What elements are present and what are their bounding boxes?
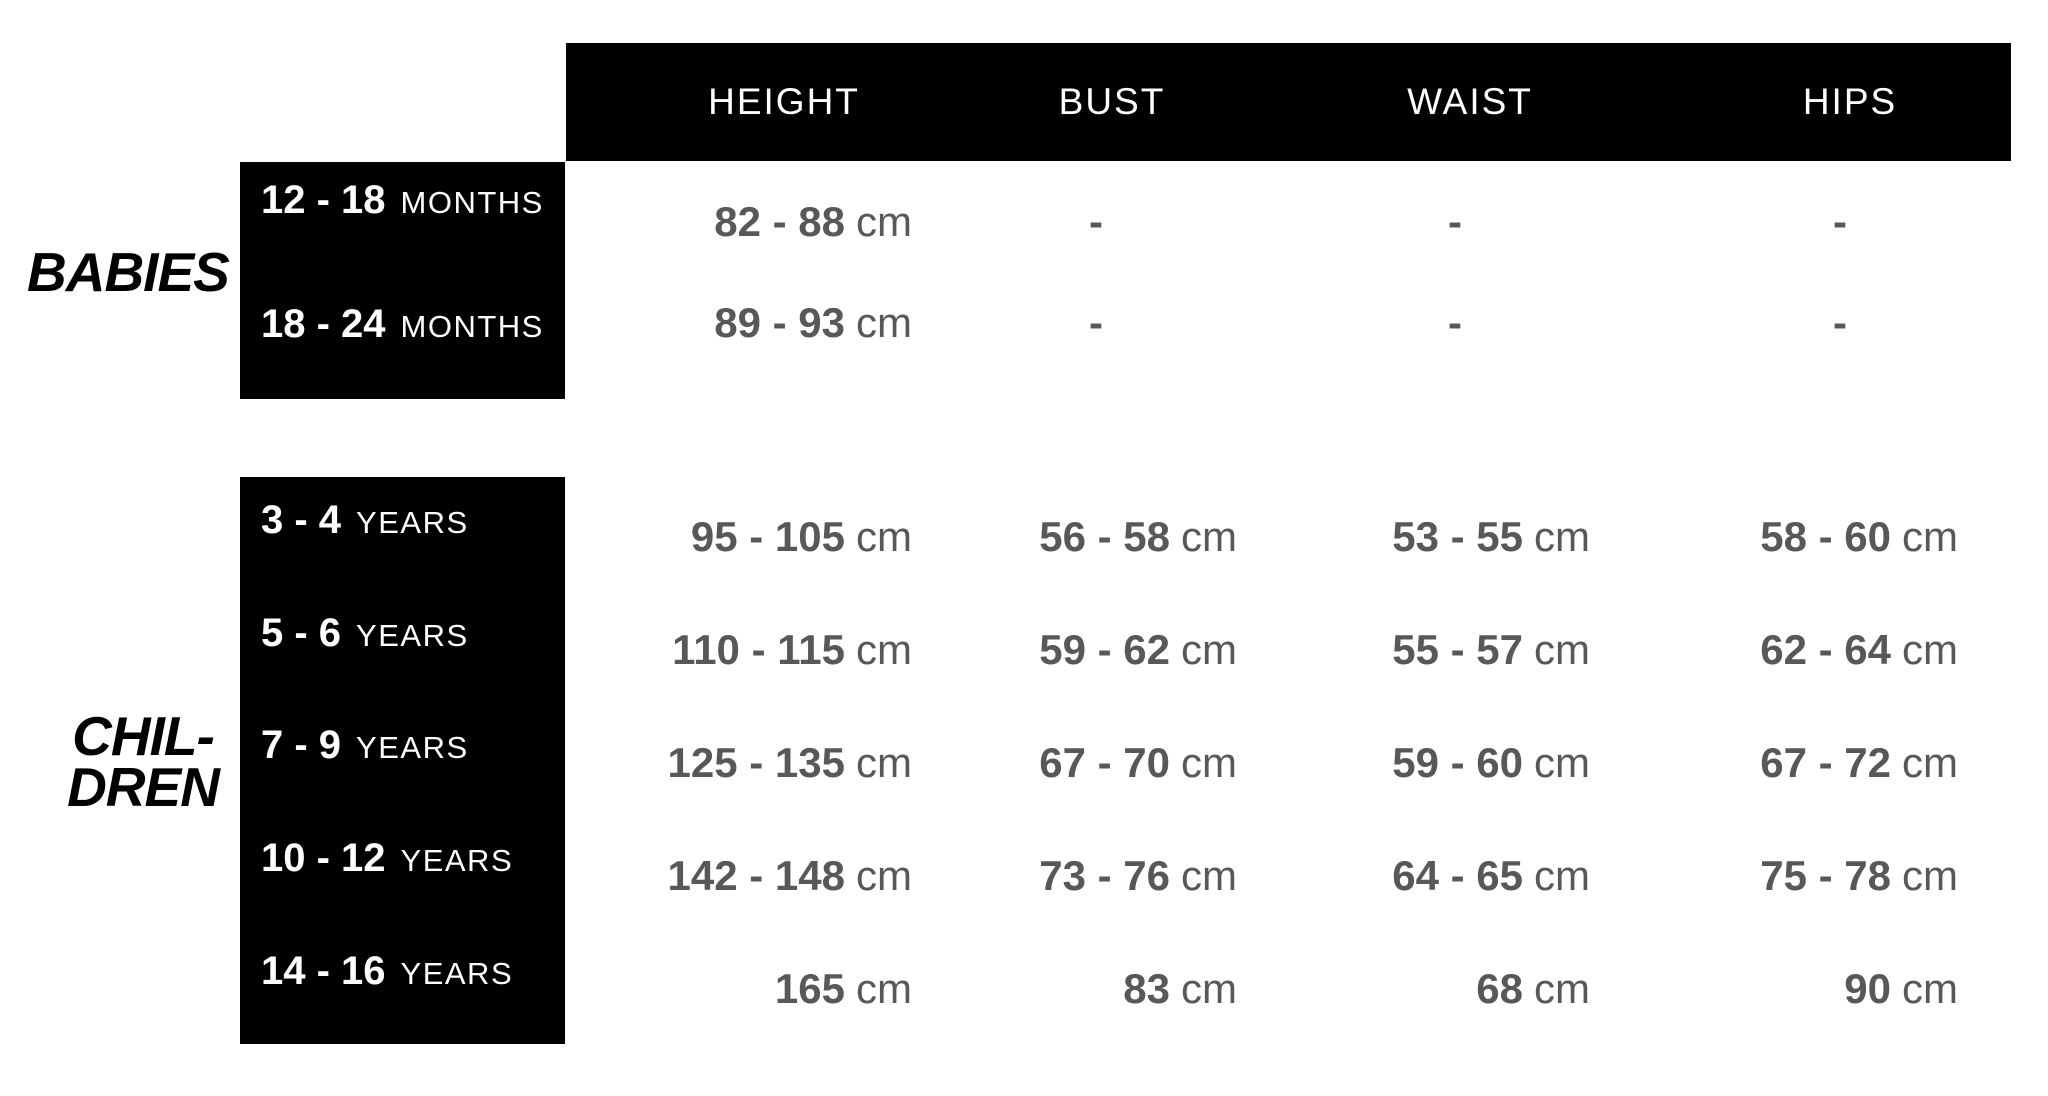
column-header-hips: HIPS (1802, 81, 1898, 122)
height-value: 142 - 148 cm (667, 852, 912, 899)
waist-value: 55 - 57 cm (1392, 626, 1590, 673)
hips-value (1690, 299, 1990, 357)
size-unit: MONTHS (400, 185, 544, 220)
measurement-row-children-4 (0, 852, 2048, 900)
hips-dash: - (1833, 299, 1847, 346)
column-header-height: HEIGHT (708, 81, 860, 122)
size-range: 10 - 12 (261, 836, 386, 880)
size-unit: MONTHS (400, 309, 544, 344)
measurement-row-children-3 (0, 739, 2048, 787)
measurement-row-children-1 (0, 513, 2048, 561)
waist-value: 53 - 55 cm (1392, 513, 1590, 560)
bust-dash: - (1089, 299, 1103, 346)
waist-value: 64 - 65 cm (1392, 852, 1590, 899)
waist-value: 68 cm (1476, 965, 1590, 1012)
size-range: 14 - 16 (261, 949, 386, 993)
bust-value: 67 - 70 cm (1039, 739, 1237, 786)
bust-value (946, 198, 1246, 256)
height-number: 89 - 93 (714, 299, 845, 346)
hips-value: 75 - 78 cm (1760, 852, 1958, 899)
bust-value: 73 - 76 cm (1039, 852, 1237, 899)
waist-dash: - (1448, 198, 1462, 245)
size-range: 5 - 6 (261, 611, 342, 655)
waist-value (1305, 198, 1605, 256)
size-range: 18 - 24 (261, 302, 386, 346)
column-header-waist: WAIST (1407, 81, 1533, 122)
measurement-row-children-5 (0, 965, 2048, 1013)
size-unit: YEARS (400, 843, 514, 878)
measurement-row-babies-1 (0, 198, 2048, 246)
waist-value: 59 - 60 cm (1392, 739, 1590, 786)
height-value (612, 198, 912, 256)
height-value: 125 - 135 cm (667, 739, 912, 786)
babies-group-label: BABIES (27, 241, 229, 303)
hips-dash: - (1833, 198, 1847, 245)
size-unit: YEARS (400, 956, 514, 991)
column-header-bust: BUST (1058, 81, 1166, 122)
column-header-bar (566, 43, 2011, 161)
children-label-line1: CHIL- (72, 705, 214, 767)
bust-value (946, 299, 1246, 357)
bust-dash: - (1089, 198, 1103, 245)
waist-value (1305, 299, 1605, 357)
size-range: 7 - 9 (261, 723, 342, 767)
size-unit: YEARS (356, 730, 469, 765)
measurement-row-babies-2 (0, 299, 2048, 347)
waist-dash: - (1448, 299, 1462, 346)
hips-value: 67 - 72 cm (1760, 739, 1958, 786)
measurement-row-children-2 (0, 626, 2048, 674)
height-value (612, 299, 912, 357)
size-range: 3 - 4 (261, 498, 342, 542)
hips-value (1690, 198, 1990, 256)
height-unit: cm (856, 198, 912, 245)
height-value: 165 cm (774, 965, 912, 1012)
height-value: 95 - 105 cm (690, 513, 912, 560)
size-range: 12 - 18 (261, 178, 386, 222)
size-unit: YEARS (356, 618, 469, 653)
bust-value: 56 - 58 cm (1039, 513, 1237, 560)
hips-value: 62 - 64 cm (1760, 626, 1958, 673)
hips-value: 58 - 60 cm (1760, 513, 1958, 560)
bust-value: 83 cm (1123, 965, 1237, 1012)
hips-value: 90 cm (1844, 965, 1958, 1012)
bust-value: 59 - 62 cm (1039, 626, 1237, 673)
height-number: 82 - 88 (714, 198, 845, 245)
height-unit: cm (856, 299, 912, 346)
children-label-line2: DREN (67, 756, 219, 818)
height-value: 110 - 115 cm (672, 626, 912, 673)
size-unit: YEARS (356, 505, 469, 540)
